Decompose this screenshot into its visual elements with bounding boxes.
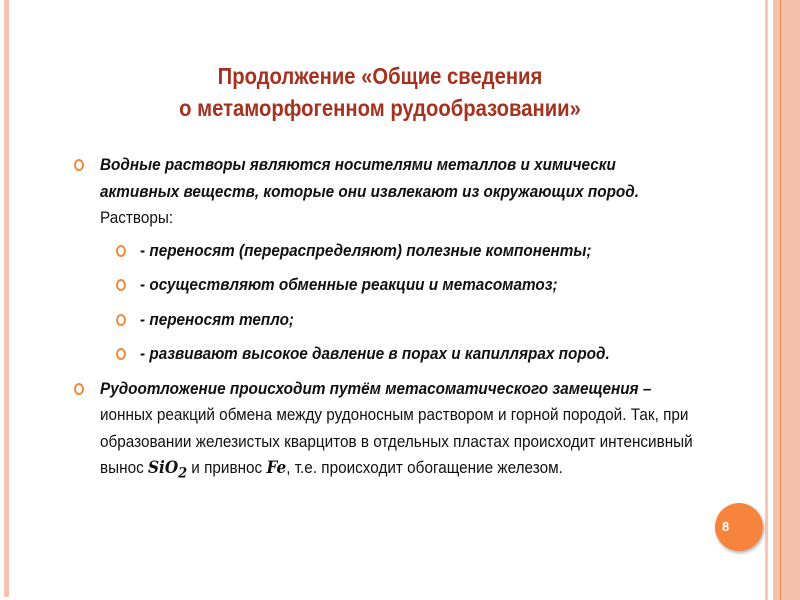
sub-bullet-text: - переносят тепло;	[140, 309, 295, 329]
page-number-badge: 8	[715, 503, 763, 551]
right-line-decoration	[765, 0, 768, 600]
sub-bullet-text: - развивают высокое давление в порах и капиллярах пород.	[140, 344, 610, 363]
right-bar-decoration	[773, 0, 800, 600]
title-line-1: Продолжение «Общие сведения	[217, 63, 543, 89]
circle-bullet-icon	[116, 279, 126, 291]
bullet-item	[74, 376, 694, 487]
formula-fe: Fe	[266, 458, 287, 478]
bullet-item	[74, 152, 694, 232]
right-accent-line	[780, 0, 781, 600]
formula-subscript: 2	[178, 465, 188, 482]
left-border-decoration	[4, 0, 9, 597]
title-line-2: о метаморфогенном рудообразовании»	[179, 95, 581, 121]
bullet-text: ионных реакций обмена между рудоносным раствором и горной породой. Так, при образовании железистых кварцитов в отдельных пластах происходит интенсивный вынос	[100, 405, 693, 477]
bullet-text: , т.е. происходит обогащение железом.	[286, 458, 563, 477]
sub-bullet-item	[74, 307, 694, 334]
sub-bullet-item	[74, 341, 694, 368]
circle-bullet-icon	[74, 159, 84, 171]
sub-bullet-item	[74, 272, 694, 299]
bullet-emphasis: Водные растворы являются носителями металлов и химически активных веществ, которые они извлекают из окружающих пород.	[100, 155, 639, 201]
formula-sio2	[147, 458, 188, 482]
circle-bullet-icon	[116, 314, 126, 326]
slide-title	[134, 60, 627, 124]
circle-bullet-icon	[116, 348, 126, 360]
bullet-emphasis: Рудоотложение происходит путём метасоматического замещения –	[100, 378, 652, 398]
sub-bullet-text: - осуществляют обменные реакции и метасоматоз;	[140, 275, 558, 294]
circle-bullet-icon	[74, 383, 84, 395]
slide-content	[74, 152, 694, 489]
sub-bullet-text: - переносят (перераспределяют) полезные компоненты;	[140, 240, 592, 260]
sub-bullet-item	[74, 238, 694, 265]
bullet-text: и привнос	[187, 458, 267, 477]
circle-bullet-icon	[116, 245, 126, 257]
bullet-text: Растворы:	[100, 208, 174, 227]
formula-text: SiO	[147, 458, 179, 478]
